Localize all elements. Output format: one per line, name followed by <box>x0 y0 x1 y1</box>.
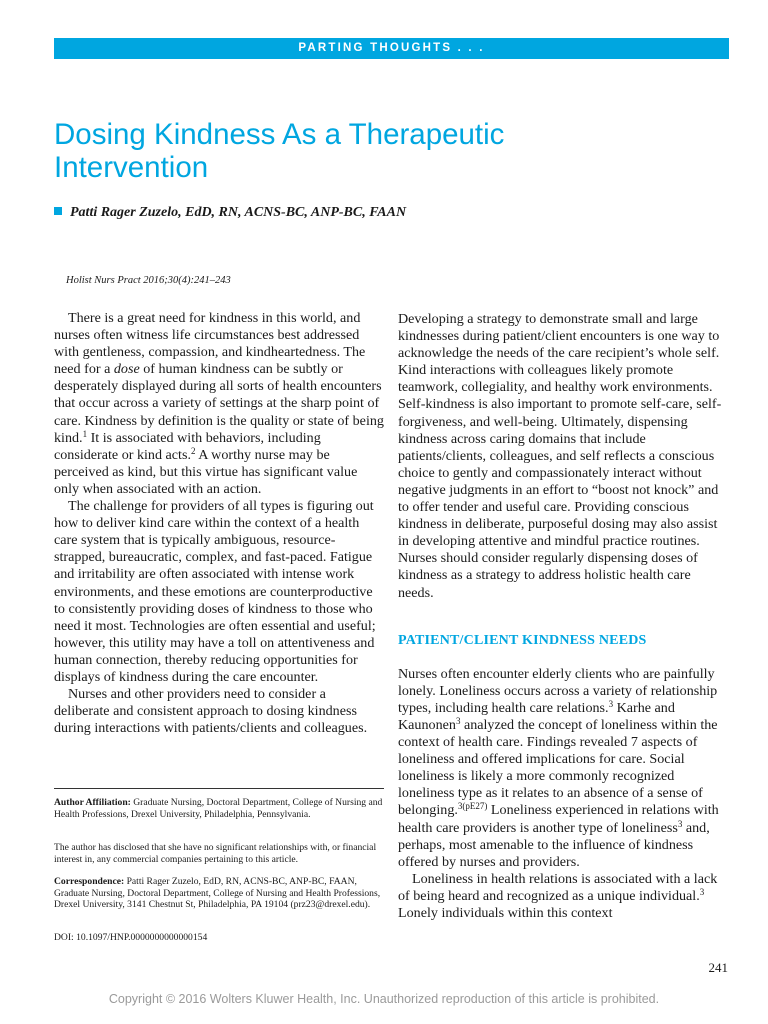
reference-marker: 3(pE27) <box>457 801 488 812</box>
right-column <box>398 311 728 922</box>
doi: DOI: 10.1097/HNP.0000000000000154 <box>54 932 208 943</box>
left-column <box>54 310 384 737</box>
reference-marker: 3 <box>677 818 683 829</box>
section-banner: PARTING THOUGHTS . . . <box>54 38 729 59</box>
body-paragraph: Nurses and other providers need to consider a deliberate and consistent approach to dosing kindness during interactions with patients/clients and colleagues. <box>54 686 368 737</box>
footnote-divider <box>54 788 384 789</box>
body-paragraph: The challenge for providers of all types is figuring out how to deliver kind care within the context of a health care system that is typically ambiguous, resource-strapped, bureaucratic, complex, and fast-paced. Fatigue and irritability are often associated with intense work environments, and these emotions are counterproductive to consistently providing doses of kindness to those who need it most. Technologies are often essential and useful; however, this utility may have a toll on attentiveness and human connection, thereby reducing opportunities for displays of kindness during the care encounter. <box>54 498 376 685</box>
reference-marker: 3 <box>455 715 461 726</box>
title-line-2: Intervention <box>54 151 209 184</box>
author-line <box>54 205 406 221</box>
page-number: 241 <box>708 960 728 975</box>
square-bullet-icon <box>54 207 62 215</box>
title-line-1: Dosing Kindness As a Therapeutic <box>54 118 505 151</box>
body-paragraph: Nurses often encounter elderly clients who are painfully lonely. Loneliness occurs across a variety of relationship types, including health care relations.$^3$ Karhe and Kaunonen$^3$ analyzed the concept of loneliness within the context of health care. Findings revealed 7 aspects of loneliness and offered implications for care. Social loneliness is likely a more commonly recognized loneliness type as it relates to an absence of a sense of belonging.$^{3(pE27)}$ Loneliness experienced in relations with health care providers is another type of loneliness$^3$ and, perhaps, most amenable to the influence of kindness offered by nurses and providers. <box>398 665 719 870</box>
body-paragraph: There is a great need for kindness in this world, and nurses often witness life circumstances best addressed with gentleness, compassion, and kindheartedness. The need for a dose of human kindness can be subtly or desperately displayed during all sorts of health encounters that occur across a variety of settings at the sharp point of care. Kindness by definition is the quality or state of being kind.$^1$ It is associated with behaviors, including considerate or kind acts.$^2$ A worthy nurse may be perceived as kind, but this virtue has significant value only when associated with an action. <box>54 310 384 497</box>
reference-marker: 3 <box>699 886 705 897</box>
body-paragraph: Loneliness in health relations is associated with a lack of being heard and recognized as a unique individual.$^3$ Lonely individuals within this context <box>398 870 718 921</box>
article-title <box>54 118 694 184</box>
reference-marker: 3 <box>608 698 614 709</box>
copyright-notice: Copyright © 2016 Wolters Kluwer Health, Inc. Unauthorized reproduction of this article is prohibited. <box>108 992 660 1006</box>
reference-marker: 1 <box>82 428 88 439</box>
body-paragraph: Developing a strategy to demonstrate small and large kindnesses during patient/client encounters is one way to acknowledge the needs of the care recipient’s whole self. Kind interactions with colleagues likely promote teamwork, collegiality, and healthy work environments. Self-kindness is also important to promote self-care, self-forgiveness, and well-being. Ultimately, dispensing kindness across caring domains that include patients/clients, colleagues, and self reflects a conscious choice to gently and compassionately interact without negative judgments in an effort to “boost not knock” and to offer tender and useful care. Providing conscious kindness in deliberate, purposeful dosing may also assist in developing attentive and mindful practice routines. Nurses should consider regularly dispensing doses of kindness as a strategy to address holistic health care needs. <box>398 311 722 601</box>
reference-marker: 2 <box>190 445 196 456</box>
correspondence-note: Correspondence: Patti Rager Zuzelo, EdD, RN, ACNS-BC, ANP-BC, FAAN, Graduate Nursing, Doctoral Department, College of Nursing and Health Professions, Drexel University, 3141 Chestnut St, Philadelphia, PA 19104 (prz23@drexel.edu). <box>54 876 381 910</box>
author-affiliation-note: Author Affiliation: Graduate Nursing, Doctoral Department, College of Nursing and Health Professions, Drexel University, Philadelphia, Pennsylvania. <box>54 797 383 820</box>
disclosure-note: The author has disclosed that she have no significant relationships with, or financial interest in, any commercial companies pertaining to this article. <box>54 842 377 865</box>
author-name: Patti Rager Zuzelo, EdD, RN, ACNS-BC, ANP-BC, FAAN <box>70 205 407 220</box>
section-heading: PATIENT/CLIENT KINDNESS NEEDS <box>398 632 647 648</box>
journal-citation: Holist Nurs Pract 2016;30(4):241–243 <box>66 275 231 286</box>
emphasis-dose: dose <box>113 361 140 378</box>
